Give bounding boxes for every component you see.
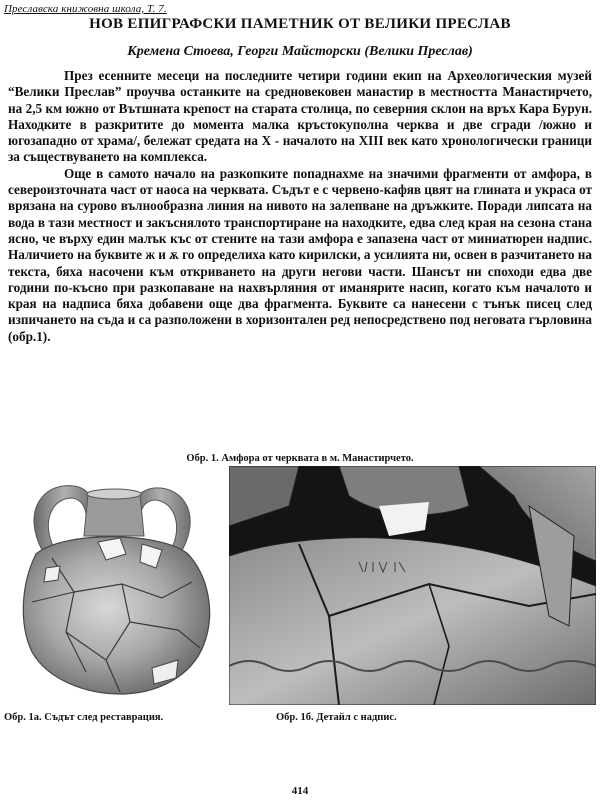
body-paragraph-2: Още в самото начало на разкопките попаднахме на значими фрагменти от амфора, в североизточната част от наоса на черквата. Съдът е с червено-кафяв цвят на глината и украса от врязана на сурово вълнообразна линия на нивото на залепване на дръжките. Поради липсата на вода в тази местност и закъснялото транспортиране на находките, едва след края на сезона стана ясно, че върху един малък къс от стените на тази амфора е запазена част от миниатюрен надпис. Наличието на буквите ж и ѫ го определиха като кирилски, а усилията ни, освен в разчитането на текста, бяха насочени към откриването на други негови части. Шансът ни споходи едва две години по-късно при разкопаване на нахвърляния от иманярите насип, когато към началото и края на надписа бяха добавени още два фрагмента. Буквите са нанесени с тънък писец след изпичането на съда и са разположени в хоризонтален ред непосредствено под неговата гърловина (обр.1). — [8, 165, 592, 344]
amphora-photo — [2, 472, 224, 704]
running-head: Преславска книжовна школа, Т. 7. — [4, 3, 167, 15]
article-title: НОВ ЕПИГРАФСКИ ПАМЕТНИК ОТ ВЕЛИКИ ПРЕСЛАВ — [89, 16, 511, 32]
photo-caption-1a: Обр. 1а. Съдът след реставрация. — [4, 712, 164, 723]
article-authors: Кремена Стоева, Георги Майсторски (Велики Преслав) — [127, 44, 473, 59]
body-paragraph-1: През есенните месеци на последните четири години екип на Археологическия музей “Велики Преслав” проучва останките на средновековен манастир в местността Манастирчето, на 2,5 км южно от Вътшната крепост на старата столица, по северния склон на връх Кара Бурун. Находките в разкритите до момента малка кръстокуполна черква и две сгради /южно и югозападно от храма/, бележат средата на Х - началото на XIII век като хронологически граници за съществуването на комплекса. — [8, 68, 592, 165]
article-body — [8, 68, 592, 345]
page-number: 414 — [291, 785, 309, 797]
photo-caption-1b: Обр. 1б. Детайл с надпис. — [276, 712, 397, 723]
figure-caption: Обр. 1. Амфора от черквата в м. Манастирчето. — [186, 453, 414, 464]
inscription-detail-photo — [229, 466, 596, 705]
